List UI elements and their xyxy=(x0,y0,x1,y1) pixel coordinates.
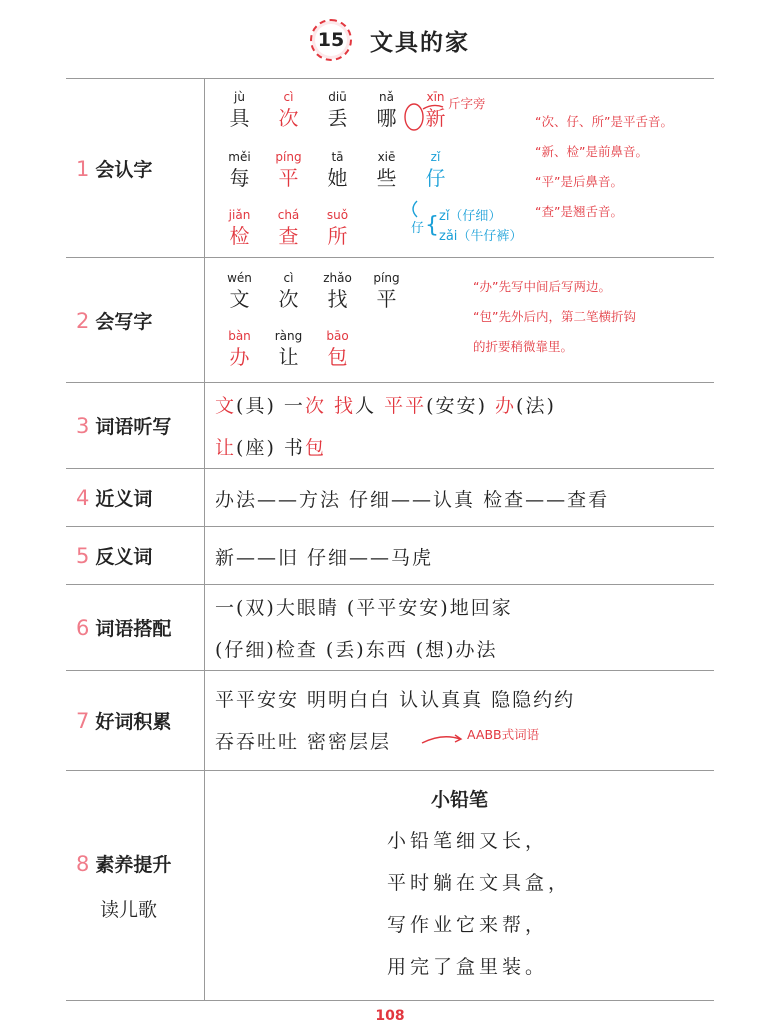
hanzi: 让 xyxy=(278,345,299,369)
hanzi: 查 xyxy=(278,224,299,248)
hanzi: 平 xyxy=(278,166,299,190)
hanzi: 文 xyxy=(229,287,250,311)
pinyin: píng xyxy=(373,271,400,285)
antonym-line: 新——旧 仔细——马虎 xyxy=(215,547,434,569)
section-label: 词语搭配 xyxy=(95,618,172,640)
hanzi: 哪 xyxy=(376,106,397,130)
hanzi: 次 xyxy=(278,287,299,311)
pinyin: jiǎn xyxy=(228,208,251,222)
char-cell xyxy=(313,270,362,312)
arrow-icon xyxy=(420,729,466,749)
pinyin: zhǎo xyxy=(323,271,352,285)
pinyin: xiē xyxy=(377,150,396,164)
pinyin: xīn xyxy=(426,90,445,104)
writing-notes: “办”先写中间后写两边。 “包”先外后内，第二笔横折钩 的折要稍微靠里。 xyxy=(473,279,636,354)
dictation-line: 文(具) 一次 找人 平平(安安) 办(法) xyxy=(215,395,556,417)
char-cell xyxy=(215,328,264,370)
hanzi: 仔 xyxy=(425,166,446,190)
char-cell xyxy=(215,270,264,312)
aabb-note: AABB式词语 xyxy=(467,727,540,742)
pinyin: bāo xyxy=(326,329,349,343)
pinyin: chá xyxy=(277,208,300,222)
synonym-line: 办法——方法 仔细——认真 检查——查看 xyxy=(215,489,610,511)
section-literacy: 8 素养提升 读儿歌 小铅笔 小铅笔细又长， 平时躺在文具盒， 写作业它来帮， 用完了盒里装。 xyxy=(66,771,714,1001)
pinyin: cì xyxy=(283,90,294,104)
section-label: 好词积累 xyxy=(95,711,172,733)
section-synonyms: 4 近义词 办法——方法 仔细——认真 检查——查看 xyxy=(66,469,714,527)
pinyin: cì xyxy=(283,271,294,285)
pinyin: bàn xyxy=(228,329,251,343)
collocation-line: 一(双)大眼睛 (平平安安)地回家 xyxy=(215,597,513,619)
section-label: 近义词 xyxy=(95,488,153,510)
poem-line: 写作业它来帮， xyxy=(387,914,549,936)
char-cell xyxy=(362,270,411,312)
section-label: 词语听写 xyxy=(95,416,172,438)
section-write-chars: 2 会写字 wén 文 cì 次 zhǎo 找 píng 平 bàn 办 ràng 让 bāo 包 “办”先写中间后写两边。 “包”先外后内，第二笔横折钩 的折要稍微靠里。 xyxy=(66,258,714,383)
hanzi: 些 xyxy=(376,166,397,190)
poem-line: 用完了盒里装。 xyxy=(387,956,549,978)
hanzi: 每 xyxy=(229,166,250,190)
page-number: 108 xyxy=(375,1008,405,1024)
phonetic-notes: “次、仔、所”是平舌音。 “新、检”是前鼻音。 “平”是后鼻音。 “查”是翘舌音。 xyxy=(535,114,673,219)
pinyin: jù xyxy=(234,90,245,104)
hanzi: 所 xyxy=(327,224,348,248)
char-cell xyxy=(313,328,362,370)
pinyin: píng xyxy=(275,150,302,164)
char-cell xyxy=(264,270,313,312)
pinyin: ràng xyxy=(274,329,303,343)
pinyin: tā xyxy=(331,150,344,164)
pinyin: suǒ xyxy=(326,208,349,222)
hanzi: 她 xyxy=(327,166,348,190)
pinyin: nǎ xyxy=(379,90,394,104)
hanzi: 办 xyxy=(229,345,250,369)
hanzi: 平 xyxy=(376,287,397,311)
word-line: 平平安安 明明白白 认认真真 隐隐约约 xyxy=(215,689,576,711)
radical-note: 斤字旁 xyxy=(448,96,486,111)
section-dictation: 3 词语听写 文(具) 一次 找人 平平(安安) 办(法) 让(座) 书包 xyxy=(66,383,714,469)
hanzi: 次 xyxy=(278,106,299,130)
lesson-title: 文具的家 xyxy=(370,29,470,56)
lesson-table xyxy=(66,78,714,1001)
section-label: 反义词 xyxy=(95,546,153,568)
hanzi: 找 xyxy=(327,287,348,311)
poem-line: 平时躺在文具盒， xyxy=(387,872,572,894)
poem-title: 小铅笔 xyxy=(430,789,488,811)
char-row xyxy=(215,328,362,370)
hanzi: 新 xyxy=(425,106,446,130)
hanzi: 具 xyxy=(229,106,250,130)
word-line: 吞吞吐吐 密密层层 xyxy=(215,731,392,753)
pinyin: diū xyxy=(328,90,347,104)
dictation-line: 让(座) 书包 xyxy=(215,437,326,459)
hanzi: 检 xyxy=(229,224,250,248)
collocation-line: (仔细)检查 (丢)东西 (想)办法 xyxy=(215,639,498,661)
char-cell xyxy=(264,328,313,370)
poem-line: 小铅笔细又长， xyxy=(387,830,549,852)
lesson-number-badge: 15 xyxy=(310,19,352,61)
section-collocations: 6 词语搭配 一(双)大眼睛 (平平安安)地回家 (仔细)检查 (丢)东西 (想)办法 xyxy=(66,585,714,671)
char-row xyxy=(215,270,411,312)
pinyin: měi xyxy=(228,150,251,164)
lesson-header xyxy=(0,18,780,62)
section-label: 素养提升 xyxy=(95,853,172,876)
hanzi: 丢 xyxy=(327,106,348,130)
section-label: 会写字 xyxy=(95,310,153,333)
section-antonyms: 5 反义词 新——旧 仔细——马虎 xyxy=(66,527,714,585)
section-sublabel: 读儿歌 xyxy=(100,898,158,921)
section-recognize-chars: 1 会认字 jù 具 cì 次 diū 丢 nǎ 哪 xīn 新 měi 每 píng 平 tā 她 xiē 些 zǐ 仔 jiǎn 检 chá 查 suǒ 所 斤字旁 仔 { zǐ（仔细） zǎi（牛仔裤） “次、仔、所”是平舌音。 “新、检”是前鼻音。 “平”是后鼻音。 “查”是翘舌音。 xyxy=(66,79,714,258)
hanzi: 包 xyxy=(327,345,348,369)
pinyin: zǐ xyxy=(430,150,441,164)
section-good-words: 7 好词积累 平平安安 明明白白 认认真真 隐隐约约 吞吞吐吐 密密层层 AABB式词语 xyxy=(66,671,714,771)
section-label: 会认字 xyxy=(95,158,153,181)
pinyin: wén xyxy=(227,271,252,285)
